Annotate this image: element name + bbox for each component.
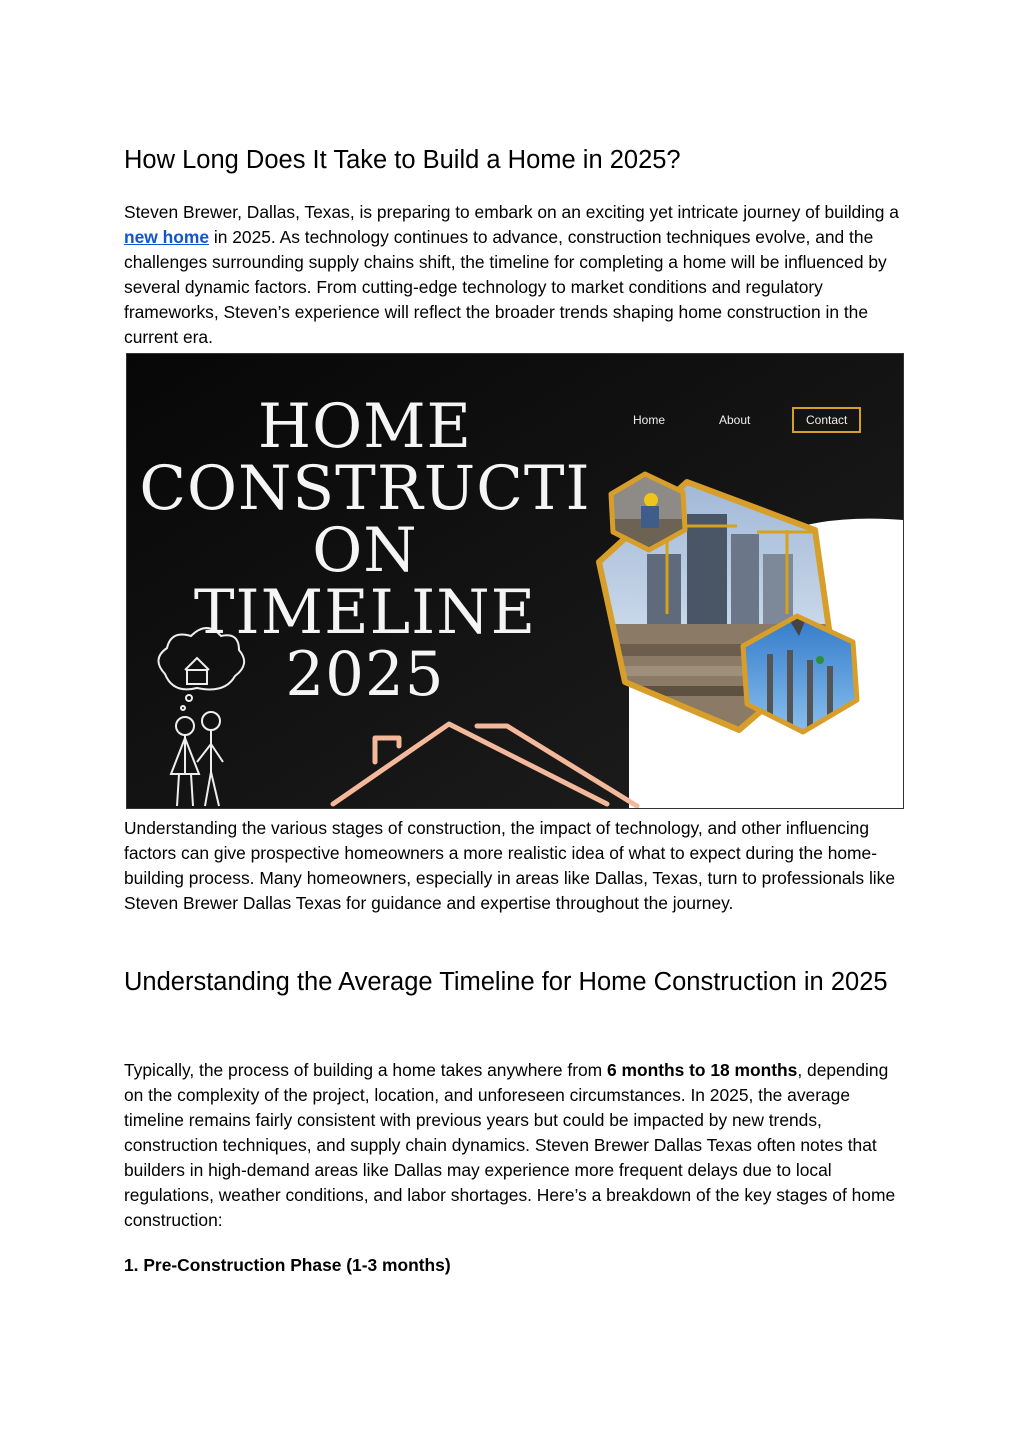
stages-paragraph: Understanding the various stages of construction, the impact of technology, and other influencing factors can give prospective homeowners a more realistic idea of what to expect during the home-building process. Many homeowners, especially in areas like Dallas, Texas, turn to professionals like Steven Brewer Dallas Texas for guidance and expertise throughout the journey. [124,818,896,913]
banner-title-line-3: ON [312,515,418,586]
timeline-text-start: Typically, the process of building a home takes anywhere from [124,1060,607,1080]
timeline-text-end: , depending on the complexity of the project, location, and unforeseen circumstances. In 2025, the average timeline remains fairly consistent with previous years but could be impacted by new trends, construction techniques, and supply chain dynamics. Steven Brewer Dallas Texas often notes that builders in high-demand areas like Dallas may experience more frequent delays due to local regulations, weather conditions, and labor shortages. Here’s a breakdown of the key stages of home construction: [124,1060,896,1230]
timeline-paragraph [124,1058,904,1233]
banner-title-line-2: CONSTRUCTI [139,453,591,524]
new-home-link[interactable]: new home [124,227,210,247]
banner-title [127,391,603,710]
intro-text-start: Steven Brewer, Dallas, Texas, is preparing to embark on an exciting yet intricate journey of building a [124,202,899,222]
section-heading: Understanding the Average Timeline for Home Construction in 2025 [124,968,888,996]
page-title: How Long Does It Take to Build a Home in 2025? [124,146,681,174]
banner-title-line-5: 2025 [285,639,445,710]
banner-nav-contact: Contact [792,407,861,433]
timeline-duration: 6 months to 18 months [607,1060,798,1080]
banner-title-line-4: TIMELINE [193,577,537,648]
intro-text-end: in 2025. As technology continues to advance, construction techniques evolve, and the challenges surrounding supply chains shift, the timeline for completing a home will be influenced by several dynamic factors. From cutting-edge technology to market conditions and regulatory frameworks, Steven’s experience will reflect the broader trends shaping home construction in the current era. [124,227,887,347]
banner-image [126,353,904,809]
banner-title-line-1: HOME [257,391,473,462]
pre-construction-heading: 1. Pre-Construction Phase (1-3 months) [124,1255,451,1275]
banner-nav-home: Home [633,413,666,427]
banner-nav-about: About [719,413,751,427]
intro-paragraph [124,200,904,350]
